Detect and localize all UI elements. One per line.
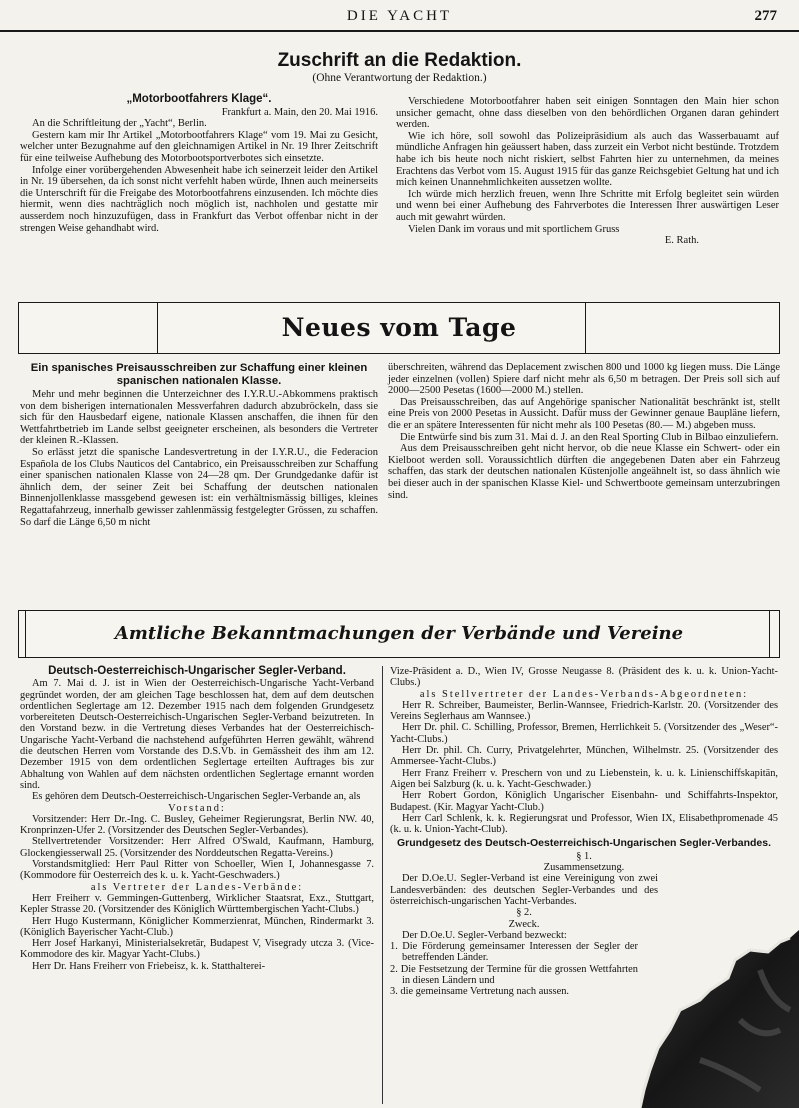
column-divider <box>382 666 383 1104</box>
letter-paragraph: Vielen Dank im voraus und mit sportlichem Gruss <box>408 223 620 235</box>
representative: Herr Freiherr v. Gemmingen-Guttenberg, Wirklicher Staatsrat, Exz., Stuttgart, Kepler Strasse 20. (Vorsitzender des Königlich Württembergischen Yacht-Clubs.) <box>20 892 374 916</box>
law-item: 2. Die Festsetzung der Termine für die grossen Wettfahrten in diesen Ländern und <box>390 963 638 987</box>
news-left-column <box>20 362 378 528</box>
letter-heading: „Motorbootfahrers Klage“. <box>126 93 272 105</box>
law-section-number: § 1. <box>576 850 592 862</box>
law-title: Grundgesetz des Deutsch-Oesterreichisch-Ungarischen Segler-Verbandes. <box>396 837 772 850</box>
news-paragraph: Mehr und mehr beginnen die Unterzeichner des I.Y.R.U.-Abkommens praktisch von dem bisherigen internationalen Messverfahren dadurch abzubröckeln, dass sie sich für den Hausbedarf eigene, nationale Klassen anschaffen, die ihnen für den Wettfahrtbetrieb im Lande selbst geeigneter erscheinen, als besonders die Vertreter der kleinen R.-Klassen. <box>20 389 378 447</box>
news-right-column <box>388 362 780 501</box>
letter-left-column <box>20 94 378 234</box>
news-banner-title: Neues vom Tage <box>281 313 517 342</box>
official-paragraph: Am 7. Mai d. J. ist in Wien der Oesterreichisch-Ungarische Yacht-Verband gegründet worden, der am gleichen Tage beschlossen hat, dem auf dem deutschen ordentlichen Seglertage am 12. Dezember 1915 nach dem folgenden Grundgesetz vorbereiteten Deutsch-Oesterreichisch-Ungarischen Segler-Verband beizutreten. In den Vorstand bezw. in die Vertretung dieses Verbandes hat der Oesterreichisch-Ungarische Yacht-Verband die nachstehend aufgeführten Herren gewählt, während die deutschen Herren vom Vorstande des D.S.Vb. in Gemässheit des ihm am 12. Dezember 1915 von dem ordentlichen Seglertage erteilten Auftrages bis zur Abhaltung von Wahlen auf dem nächsten ordentlichen Seglertage ernannt worden sind. <box>20 678 374 791</box>
official-paragraph: Es gehören dem Deutsch-Oesterreichisch-Ungarischen Segler-Verbande an, als <box>32 791 361 803</box>
letter-paragraph: Verschiedene Motorbootfahrer haben seit einigen Sonntagen den Main hier schon unsicher gemacht, ohne dass dieselben von den behördlichen Organen daran gehindert werden. <box>396 96 779 131</box>
board-member: Vorstandsmitglied: Herr Paul Ritter von Schoeller, Wien I, Johannesgasse 7. (Kommodore für Oesterreich des k. u. k. Yacht-Geschwaders.) <box>20 859 374 882</box>
torn-corner-image <box>640 930 799 1108</box>
news-article-title: Ein spanisches Preisausschreiben zur Schaffung einer kleinen spanischen nationalen Klasse. <box>30 362 368 387</box>
letter-paragraph: Wie ich höre, soll sowohl das Polizeipräsidium als auch das Wasserbauamt auf mündliche Anfragen hin geäussert haben, dass zurzeit ein Verbot nicht bestünde. Trotzdem habe ich bis heute noch nicht riskiert, selbst Fahrten hier zu unternehmen, da meines Erachtens das Verbot vom 15. August 1915 für das ganze Reichsgebiet Geltung hat und ich mich keinen Unannehmlichkeiten aussetzen wollte. <box>396 130 779 189</box>
board-member: Stellvertretender Vorsitzender: Herr Alfred O'Swald, Kaufmann, Hamburg, Glockengiesserwall 25. (Vorsitzender des Norddeutschen Regatta-Vereins.) <box>20 836 374 859</box>
letter-signature: E. Rath. <box>664 235 699 247</box>
news-paragraph: So erlässt jetzt die spanische Landesvertretung in der I.Y.R.U., die Federacion Española de los Clubs Nauticos del Cantabrico, ein Preisausschreiben zur Schaffung einer spanischen nationalen Klasse von 24—28 qm. Der Grundgedanke dafür ist ähnlich dem, der seiner Zeit bei Schaffung der deutschen nationalen Binnenjollenklasse massgebend gewesen ist: ein verhältnismässig billiges, kleines Regattafahrzeug, innerhalb gewisser zahlenmässig festgelegter Grössen, zu schaffen. So darf die Länge 6,50 m nicht <box>20 446 378 528</box>
deputy: Herr R. Schreiber, Baumeister, Berlin-Wannsee, Friedrich-Karlstr. 20. (Vorsitzender des Vereins Seglerhaus am Wannsee.) <box>390 699 778 723</box>
letter-right-column <box>396 96 779 247</box>
letter-paragraph: Infolge einer vorübergehenden Abwesenheit habe ich seinerzeit leider den Artikel in Nr. 19 übersehen, da ich sonst nicht verfehlt haben würde, Ihnen auch meinerseits die Unterschrift für die Freigabe des Motorbootfahrens einzusenden. Ich möchte dies hiermit, wenn dies nachträglich noch möglich ist, nachholen und gestatte mir ausserdem noch hinzuzufügen, dass in Frankfurt das Verbot offenbar nicht in der strengen Weise gehandhabt wird. <box>20 164 378 234</box>
law-section-text: Der D.Oe.U. Segler-Verband bezweckt: <box>402 929 567 941</box>
law-section-text: Der D.Oe.U. Segler-Verband ist eine Vereinigung von zwei Landesverbänden: des deutschen Segler-Verbandes und des österreichisch-ungarischen Yacht-Verbandes. <box>390 873 658 907</box>
news-paragraph: Aus dem Preisausschreiben geht nicht hervor, ob die neue Klasse ein Schwert- oder ein Kielboot werden soll. Voraussichtlich dürften die angegebenen Daten aber ein Fahrzeug schaffen, das stark der deutschen nationalen Küstenjolle angeähnelt ist, so dass ähnlich wie bei dieser auch in der spanischen Klasse Kiel- und Schwertboote gemeinsam unterzubringen sind. <box>388 443 780 501</box>
law-section-title: Zweck. <box>508 918 540 930</box>
official-banner <box>18 610 780 658</box>
letter-paragraph: Gestern kam mir Ihr Artikel „Motorbootfahrers Klage“ vom 19. Mai zu Gesicht, welcher unter Bezugnahme auf den gleichnamigen Artikel in Nr. 19 Ihrer Zeitschrift für eine teilweise Aufhebung des Motorbootsportverbotes sich einsetzte. <box>20 129 378 164</box>
deputy: Herr Carl Schlenk, k. k. Regierungsrat und Professor, Wien IX, Elisabethpromenade 45 (k. u. k. Union-Yacht-Club). <box>390 812 778 836</box>
representative: Herr Hugo Kustermann, Königlicher Kommerzienrat, München, Rindermarkt 3. (Königlich Bayerischer Yacht-Club.) <box>20 915 374 938</box>
deputy: Herr Dr. phil. C. Schilling, Professor, Bremen, Herrlichkeit 5. (Vorsitzender des „Weser“-Yacht-Clubs.) <box>390 722 778 745</box>
official-paragraph: Vize-Präsident a. D., Wien IV, Grosse Neugasse 8. (Präsident des k. u. k. Union-Yacht-Clubs.) <box>390 666 778 689</box>
news-paragraph: Das Preisausschreiben, das auf Angehörige spanischer Nationalität beschränkt ist, stellt eine Preis von 2000 Pesetas in Aussicht. Dafür muss der Gewinner genaue Baupläne liefern, die er an spätere Interessenten für nicht mehr als 100 Pesetas (80.— M.) abgeben muss. <box>388 396 780 431</box>
letter-title: Zuschrift an die Redaktion. <box>277 50 522 71</box>
page-number: 277 <box>754 8 777 24</box>
deputy: Herr Franz Freiherr v. Preschern von und zu Liebenstein, k. u. k. Linienschiffskapitän, Aigen bei Salzburg (k. u. k. Yacht-Geschwader.) <box>390 767 778 790</box>
representative: Herr Dr. Hans Freiherr von Friebeisz, k. k. Statthalterei- <box>32 960 266 972</box>
news-paragraph: überschreiten, während das Deplacement zwischen 800 und 1000 kg liegen muss. Die Länge jeder einzelnen (vollen) Spiere darf nicht mehr als 6,50 m betragen. Der Preis soll sich auf 2000—2500 Pesetas (1600—2000 M.) stellen. <box>388 362 780 397</box>
law-section-number: § 2. <box>516 907 532 919</box>
board-heading: Vorstand: <box>168 802 226 814</box>
official-article-title: Deutsch-Oesterreichisch-Ungarischer Segler-Verband. <box>48 665 346 677</box>
deputy: Herr Dr. phil. Ch. Curry, Privatgelehrter, München, Wilhelmstr. 25. (Vorsitzender des Ammersee-Yacht-Clubs.) <box>390 745 778 768</box>
letter-address: An die Schriftleitung der „Yacht“, Berlin. <box>32 118 207 130</box>
board-member: Vorsitzender: Herr Dr.-Ing. C. Busley, Geheimer Regierungsrat, Berlin NW. 40, Kronprinzen-Ufer 2. (Vorsitzender des Deutschen Segler-Verbandes). <box>20 813 374 837</box>
law-section-title: Zusammensetzung. <box>543 862 625 874</box>
journal-title: DIE YACHT <box>346 8 453 24</box>
representative: Herr Josef Harkanyi, Ministerialsekretär, Budapest V, Visegrady utcza 3. (Vice-Kommodore des kir. Magyar Yacht-Clubs.) <box>20 938 374 961</box>
official-banner-title: Amtliche Bekanntmachungen der Verbände und Vereine <box>114 623 684 644</box>
representatives-heading: als Vertreter der Landes-Verbände: <box>90 881 304 893</box>
letter-place-date: Frankfurt a. Main, den 20. Mai 1916. <box>221 106 378 118</box>
news-banner <box>18 302 780 354</box>
news-paragraph: Die Entwürfe sind bis zum 31. Mai d. J. an den Real Sporting Club in Bilbao einzuliefern. <box>400 431 779 443</box>
deputy: Herr Robert Gordon, Königlich Ungarischer Eisenbahn- und Schiffahrts-Inspektor, Budapest. (Kir. Magyar Yacht-Club.) <box>390 790 778 813</box>
deputies-heading: als Stellvertreter der Landes-Verbands-Abgeordneten: <box>419 688 749 700</box>
law-item: 3. die gemeinsame Vertretung nach aussen. <box>390 986 569 998</box>
letter-paragraph: Ich würde mich herzlich freuen, wenn Ihre Schritte mit Erfolg begleitet sein würden und wenn bei einer Aufhebung des Fahrverbotes die Interessen Ihrer auswärtigen Leser auch mit gewahrt würden. <box>396 188 779 223</box>
letter-subtitle: (Ohne Verantwortung der Redaktion.) <box>312 72 487 84</box>
header-rule <box>0 30 799 32</box>
official-left-column <box>20 666 374 972</box>
law-item: 1. Die Förderung gemeinsamer Interessen der Segler der betreffenden Länder. <box>390 941 638 964</box>
